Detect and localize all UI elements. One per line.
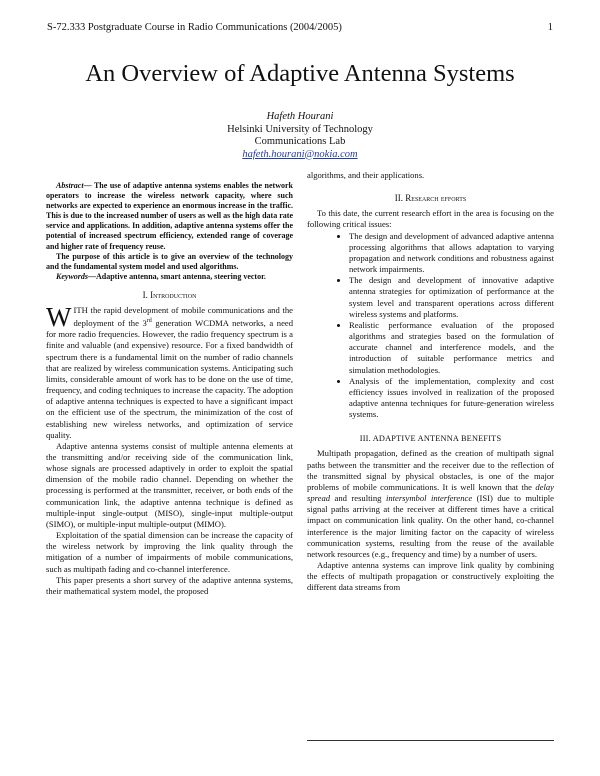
keywords-label: Keywords bbox=[56, 271, 88, 281]
section-number: II. bbox=[394, 193, 404, 204]
term-isi: intersymbol interference bbox=[385, 493, 473, 504]
section-number: III. bbox=[359, 434, 371, 444]
list-item: • Analysis of the implementation, complexity and cost efficiency issues involved in realization of the proposed adaptive antenna techniques for future-generation wireless systems. bbox=[349, 376, 554, 421]
list-item: • The design and development of innovative adaptive antenna strategies for optimization of performance at the system level and transparent operations across different wireless systems and platforms. bbox=[349, 275, 554, 320]
keywords-text: —Adaptive antenna, smart antenna, steering vector. bbox=[88, 271, 266, 281]
benefits-p1-a: Multipath propagation, defined as the creation of multipath signal paths between the transmitter and the receiver due to the reflection of the transmitted signal by physical obstacles, is one of the major problems of mobile communications. It is well known that the bbox=[307, 448, 554, 492]
section-title: ADAPTIVE ANTENNA BENEFITS bbox=[372, 434, 502, 444]
continuation-text: algorithms, and their applications. bbox=[307, 170, 425, 180]
benefits-paragraph-1 bbox=[307, 448, 554, 560]
lead-caps: ITH bbox=[73, 305, 88, 316]
intro-paragraph-2: Adaptive antenna systems consist of multiple antenna elements at the transmitting and/or receiving side of the communication link, whose signals are processed adaptively in order to exploit the spatial dimension of the mobile radio channel. Depending on whether the processing is performed at the transmitter, receiver, or both ends of the communication link, the adaptive antenna technique is defined as multiple-input single-output (MISO), single-input multiple-output (SIMO), or multiple-input multiple-output (MIMO). bbox=[46, 440, 293, 529]
intro-paragraph-1 bbox=[46, 302, 293, 441]
left-column bbox=[46, 181, 293, 597]
abstract-label: Abstract bbox=[56, 181, 84, 190]
section-heading-research bbox=[307, 193, 554, 204]
research-bullet-list bbox=[307, 231, 554, 421]
benefits-paragraph-2: Adaptive antenna systems can improve link quality by combining the effects of multipath propagation or constructively exploiting the different data streams from bbox=[307, 560, 554, 593]
drop-cap: W bbox=[46, 302, 72, 333]
course-header: S-72.333 Postgraduate Course in Radio Communications (2004/2005) bbox=[47, 22, 342, 33]
section-title: Introduction bbox=[150, 289, 197, 300]
author-email-link[interactable]: hafeth.hourani@nokia.com bbox=[242, 148, 358, 160]
abstract-text: The use of adaptive antenna systems enables the network operators to increase the wireless network capacity, where such networks are expected to experience an enormous increase in the traffic. This is due to the increased number of users as well as the high data rate service and applications. In addition, adaptive antenna systems offer the potential of increased spectrum efficiency, extended range of coverage and higher rate of frequency reuse. bbox=[46, 181, 293, 251]
page-number: 1 bbox=[547, 22, 553, 33]
intro-paragraph-4: This paper presents a short survey of the adaptive antenna systems, their mathematical system model, the proposed bbox=[46, 574, 293, 596]
right-column bbox=[307, 170, 554, 593]
section-heading-benefits bbox=[307, 433, 554, 444]
intro-paragraph-3: Exploitation of the spatial dimension can be increase the capacity of the wireless network by improving the link quality through the mitigation of a number of impairments of mobile communications, such as multipath fading and co-channel interference. bbox=[46, 530, 293, 574]
footnote-rule bbox=[307, 740, 554, 741]
section-title: Research efforts bbox=[405, 193, 467, 204]
abstract-purpose: The purpose of this article is to give an overview of the technology and the fundamental system model and used algorithms. bbox=[46, 251, 293, 271]
abstract-dash: — bbox=[83, 181, 92, 190]
ordinal-superscript: rd bbox=[146, 318, 152, 325]
section-heading-introduction bbox=[46, 290, 293, 301]
list-item: • Realistic performance evaluation of the proposed algorithms and strategies based on the formulation of accurate channel and interference models, and the introduction of suitable performance metrics and simulation methodologies. bbox=[349, 320, 554, 376]
intro-p1-text: the rapid development of mobile communications and the deployment of the 3rd generation WCDMA networks, a need for more radio frequencies. However, the radio frequency spectrum is a finite and valuable (and expensive) resource. For a fixed bandwidth of spectrum there is a fundamental limit on the number of radio channels that are realized by wireless communication systems. Anticipating such limits, considerable amount of work has to be done on the use of time, frequency, and coding techniques to increase the capacity. The adoption of adaptive antenna techniques is expected to have a significant impact on the efficient use of the spectrum, the minimization of the cost of establishing new wireless networks, and optimization of service quality. bbox=[46, 305, 293, 440]
author-lab: Communications Lab bbox=[254, 136, 346, 147]
author-affiliation: Helsinki University of Technology bbox=[227, 123, 373, 135]
author-name: Hafeth Hourani bbox=[266, 111, 334, 122]
keywords bbox=[46, 272, 293, 282]
term-delay-spread: delay spread bbox=[307, 481, 554, 504]
research-intro: To this date, the current research effort in the area is focusing on the following critical issues: bbox=[307, 208, 554, 230]
section-number: I. bbox=[142, 289, 148, 300]
author-block bbox=[0, 111, 600, 161]
paper-title: An Overview of Adaptive Antenna Systems bbox=[85, 60, 515, 87]
benefits-p1-b: and resulting bbox=[330, 493, 386, 504]
benefits-p1-c: (ISI) due to multiple signal paths arriving at the receiver at different times have a critical impact on communication link quality. On the other hand, co-channel interference is the major limiting factor on the capacity of wireless communication systems, resulting from the reuse of the available network resources (e.g., frequency and time) by a number of users. bbox=[307, 493, 554, 559]
abstract bbox=[46, 181, 293, 252]
list-item: • The design and development of advanced adaptive antenna processing algorithms that allows adaptation to varying propagation and network conditions and robustness against network impairments. bbox=[349, 231, 554, 276]
